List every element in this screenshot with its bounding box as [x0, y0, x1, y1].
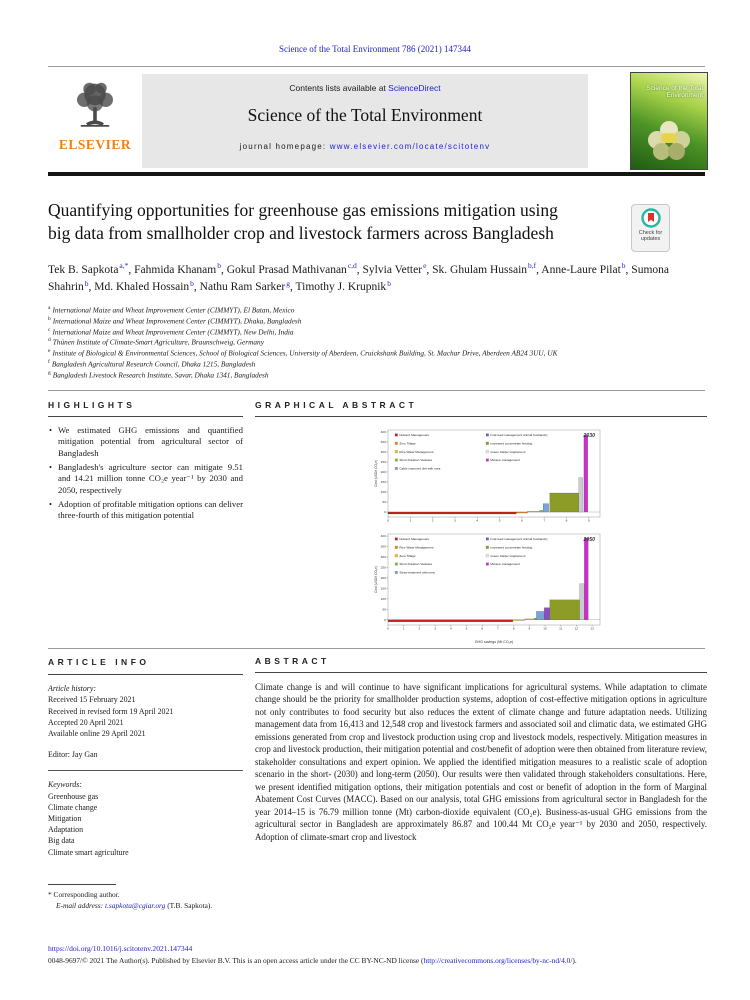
svg-text:6: 6 [481, 626, 484, 631]
contents-line [142, 83, 588, 93]
keyword: Mitigation [48, 814, 82, 824]
author: Anne-Laure Pilat$^b$ , [541, 264, 631, 276]
article-title-line2: big data from smallholder crop and livestock farmers across Bangladesh [48, 223, 554, 244]
svg-text:Zero Tillage: Zero Tillage [399, 441, 416, 446]
doi-link[interactable]: https://doi.org/10.1016/j.scitotenv.2021.147344 [48, 944, 193, 953]
macc-chart-2030 [373, 425, 707, 529]
svg-text:250: 250 [380, 460, 386, 465]
svg-text:Nutrient Management: Nutrient Management [399, 433, 430, 437]
svg-text:8: 8 [512, 626, 515, 631]
svg-text:3: 3 [434, 626, 436, 631]
svg-text:Improved management animal hus: Improved management animal husbandry [490, 433, 548, 437]
svg-text:4: 4 [449, 626, 452, 631]
svg-text:1: 1 [402, 626, 405, 631]
svg-text:6: 6 [521, 518, 523, 523]
homepage-link[interactable]: www.elsevier.com/locate/scitotenv [329, 142, 491, 151]
article-info-section [48, 656, 243, 868]
svg-text:8: 8 [565, 518, 568, 523]
keyword: Big data [48, 836, 75, 846]
contents-prefix: Contents lists available at [289, 83, 389, 93]
svg-text:150: 150 [380, 480, 386, 485]
license-link[interactable]: http://creativecommons.org/licenses/by-nc-nd/4.0/ [423, 956, 573, 965]
svg-text:Improved management animal hus: Improved management animal husbandry [490, 537, 548, 541]
highlight-item: • We estimated GHG emissions and quantified mitigation potential from agricultural sector of Bangladesh [48, 425, 243, 459]
article-history-label: Article history: [48, 684, 96, 694]
svg-text:5: 5 [498, 518, 501, 523]
svg-text:7: 7 [497, 626, 499, 631]
svg-text:50: 50 [382, 607, 386, 612]
abstract-heading: ABSTRACT [255, 656, 707, 673]
badge-text-line2: updates [640, 236, 661, 242]
affiliation: $^c$ International Maize and Wheat Improvement Center (CIMMYT), New Delhi, India [48, 326, 294, 336]
author-affil-sup[interactable]: c,d [347, 261, 357, 270]
author-affil-sup[interactable]: b,f [528, 261, 537, 270]
homepage-prefix: journal homepage: [239, 142, 330, 151]
svg-text:Nutrient Management: Nutrient Management [399, 537, 430, 541]
author-list [48, 261, 688, 296]
svg-text:13: 13 [590, 626, 594, 631]
svg-text:Increased concentrate feeding: Increased concentrate feeding [490, 545, 533, 550]
history-item: Accepted 20 April 2021 [48, 717, 124, 727]
highlights-list [48, 425, 243, 522]
keywords-label: Keywords: [48, 780, 82, 790]
author-affil-sup[interactable]: g [286, 278, 290, 288]
author: Md. Khaled Hossain$^b$ , [94, 281, 199, 293]
copyright-text: 0048-9697/© 2021 The Author(s). Published by Elsevier B.V. This is an open access article under the CC BY-NC-ND license ( [48, 956, 424, 965]
svg-text:Rice Water Management: Rice Water Management [399, 449, 434, 454]
svg-text:2: 2 [418, 626, 421, 631]
svg-text:Straw treatment with urea: Straw treatment with urea [399, 570, 435, 575]
badge-text-line1: Check for [638, 230, 663, 236]
keywords-block [48, 779, 243, 858]
svg-text:9: 9 [528, 626, 531, 631]
author: Tek B. Sapkota$^{a,*}$ , [48, 264, 134, 276]
svg-text:10: 10 [543, 626, 547, 631]
svg-text:1: 1 [409, 518, 412, 523]
journal-title: Science of the Total Environment [247, 105, 483, 125]
svg-text:Cost (USD/t CO₂e): Cost (USD/t CO₂e) [374, 566, 378, 593]
cover-flower-art [648, 121, 690, 161]
svg-text:250: 250 [380, 565, 386, 570]
author-affil-sup[interactable]: b [621, 261, 626, 270]
svg-text:50: 50 [382, 500, 386, 505]
svg-text:350: 350 [380, 440, 386, 445]
check-for-updates-badge[interactable] [631, 204, 670, 252]
journal-masthead [142, 74, 588, 168]
svg-text:0: 0 [384, 617, 386, 622]
corresponding-author-note: * Corresponding author. [48, 890, 120, 899]
svg-text:2050: 2050 [583, 537, 595, 543]
copyright-end: ). [572, 956, 577, 965]
svg-text:0: 0 [384, 510, 386, 515]
author: Sumona Shahrin$^b$ , [48, 264, 669, 294]
svg-text:400: 400 [380, 534, 386, 539]
svg-text:100: 100 [380, 490, 386, 495]
top-rule [48, 66, 705, 67]
author: Sk. Ghulam Hussain$^{b,f}$ , [432, 264, 541, 276]
cover-title: Science of the Total Environment [646, 85, 703, 100]
sciencedirect-link[interactable]: ScienceDirect [388, 83, 441, 93]
article-info-heading: ARTICLE INFO [48, 656, 243, 675]
affiliation: $^d$ Thünen Institute of Climate-Smart Agriculture, Braunschweig, Germany [48, 337, 264, 347]
svg-text:3: 3 [454, 518, 456, 523]
elsevier-wordmark: ELSEVIER [58, 137, 132, 152]
svg-text:100: 100 [380, 596, 386, 601]
svg-text:200: 200 [380, 470, 386, 475]
email-link[interactable]: t.sapkota@cgiar.org [105, 901, 166, 911]
svg-text:12: 12 [574, 626, 579, 631]
svg-text:7: 7 [543, 518, 546, 523]
svg-text:5: 5 [465, 626, 468, 631]
article-title-line1: Quantifying opportunities for greenhouse gas emissions mitigation using [48, 200, 558, 220]
svg-text:11: 11 [559, 626, 563, 631]
doi-line [48, 944, 192, 953]
info-divider [48, 770, 243, 771]
article-history [48, 683, 243, 739]
svg-text:Rice Water Management: Rice Water Management [399, 545, 434, 550]
svg-text:Manure management: Manure management [490, 562, 520, 567]
svg-text:200: 200 [380, 576, 386, 581]
keyword: Climate change [48, 802, 98, 812]
elsevier-tree-icon [68, 78, 122, 136]
abstract-text: Climate change is and will continue to have significant implications for agricultural systems. While adaptation to climate change should be the priority for smallholder production systems, adoption of cost-effective mitigation options in agriculture not only contributes to food security but also reduces the extent of climate change and future adaptation needs. Utilizing management data from 16,413 and 12,548 crop and livestock farmers and associated soil and climatic data, we estimated GHG emissions generated from crop and livestock production using crop and livestock models, respectively. Mitigation measures in crop and livestock production, their mitigation potential and cost/benefit of adoption were then obtained from literature review, stakeholder consultations and expert opinion. We applied the identified mitigation measures to a realistic scale of adoption scenario in the short- (2030) and long-term (2050). Our results were then validated through stakeholders consultations. Here, we present identified mitigation options, their mitigation potentials and cost or benefit of adoption in the form of Marginal Abatement Cost Curves (MACC). Based on our analysis, total GHG emissions from agricultural sector in Bangladesh for the year 2014–15 is 76.79 million tonne (Mt) carbon-dioxide equivalent (CO₂e). Business-as-usual GHG emissions from the agricultural sector in Bangladesh are approximately 86.87 and 100.44 Mt CO₂e year⁻¹ by 2030 and 2050, respectively. Adoption of climate-smart crop and livestock [255, 682, 707, 842]
svg-text:Green fodder supplement: Green fodder supplement [490, 449, 526, 454]
graphical-abstract-heading: GRAPHICAL ABSTRACT [255, 400, 707, 417]
history-item: Received 15 February 2021 [48, 695, 136, 705]
elsevier-logo-block [48, 74, 142, 168]
author-affil-sup[interactable]: e [423, 261, 427, 270]
macc-chart-2050 [373, 529, 707, 647]
author-affil-sup[interactable]: a,* [119, 261, 129, 270]
svg-text:300: 300 [380, 450, 386, 455]
author-affil-sup[interactable]: b [387, 278, 391, 288]
highlights-section [48, 400, 243, 525]
macc-charts [373, 425, 707, 647]
author: Gokul Prasad Mathivanan$^{c,d}$ , [227, 264, 363, 276]
svg-text:0: 0 [387, 626, 389, 631]
highlight-item: • Bangladesh's agriculture sector can mitigate 9.51 and 14.21 million tonne CO₂e year⁻¹ by 2030 and 2050, respectively [48, 462, 243, 496]
abstract-top-rule [48, 648, 705, 649]
crossmark-icon [641, 208, 661, 228]
journal-header-band [48, 74, 588, 168]
history-item: Available online 29 April 2021 [48, 728, 146, 738]
footnote-rule [48, 884, 116, 885]
journal-cover-thumbnail[interactable] [630, 72, 708, 170]
affiliation: $^a$ International Maize and Wheat Improvement Center (CIMMYT), El Batan, Mexico [48, 305, 295, 315]
highlights-heading: HIGHLIGHTS [48, 400, 243, 417]
svg-text:Manure management: Manure management [490, 458, 520, 463]
editor-line: Editor: Jay Gan [48, 750, 98, 760]
header-divider [48, 172, 705, 176]
author: Fahmida Khanam$^b$ , [134, 264, 227, 276]
email-suffix: (T.B. Sapkota). [167, 901, 213, 911]
author-affil-sup[interactable]: b [217, 261, 221, 270]
svg-text:4: 4 [476, 518, 479, 523]
keyword: Climate smart agriculture [48, 847, 129, 857]
svg-text:Cost (USD/t CO₂e): Cost (USD/t CO₂e) [374, 460, 378, 487]
keyword: Greenhouse gas [48, 791, 99, 801]
highlight-item: • Adoption of profitable mitigation options can deliver three-fourth of this mitigation potential [48, 499, 243, 522]
citation-line [0, 44, 750, 54]
svg-text:400: 400 [380, 430, 386, 435]
copyright-line [48, 956, 708, 965]
svg-text:150: 150 [380, 586, 386, 591]
article-title [48, 199, 608, 245]
homepage-line [142, 142, 588, 151]
footnote [48, 884, 348, 911]
affiliation: $^b$ International Maize and Wheat Improvement Center (CIMMYT), Dhaka, Bangladesh [48, 315, 302, 326]
svg-text:Cattle improved diet with urea: Cattle improved diet with urea [399, 466, 441, 471]
author-affil-sup[interactable]: b [84, 278, 89, 288]
citation-link[interactable]: Science of the Total Environment 786 (2021) 147344 [279, 44, 471, 54]
keyword: Adaptation [48, 825, 84, 835]
svg-text:2: 2 [431, 518, 434, 523]
affiliation: $^f$ Bangladesh Agricultural Research Council, Dhaka 1215, Bangladesh [48, 358, 256, 369]
affiliation: $^e$ Institute of Biological & Environmental Sciences, School of Biological Sciences, University of Aberdeen, Cruickshank Building, St. Machar Drive, Aberdeen AB24 3UU, UK [48, 348, 558, 358]
author: Sylvia Vetter$^e$ , [363, 264, 433, 276]
email-label: E-mail address: [56, 901, 104, 911]
svg-text:0: 0 [387, 518, 389, 523]
svg-text:300: 300 [380, 555, 386, 560]
graphical-abstract-section [255, 400, 707, 647]
svg-text:Green fodder supplement: Green fodder supplement [490, 553, 526, 558]
author-affil-sup[interactable]: b [190, 278, 194, 288]
svg-text:350: 350 [380, 544, 386, 549]
author: Nathu Ram Sarker$^g$ , [200, 281, 296, 293]
author: Timothy J. Krupnik$^b$ [295, 278, 391, 294]
affiliation: $^g$ Bangladesh Livestock Research Institute, Savar, Dhaka 1341, Bangladesh [48, 369, 269, 380]
history-item: Received in revised form 19 April 2021 [48, 706, 174, 716]
svg-text:9: 9 [587, 518, 590, 523]
email-line [48, 900, 348, 911]
svg-text:Short Duration Varieties: Short Duration Varieties [399, 458, 433, 463]
svg-text:2030: 2030 [583, 433, 595, 439]
highlights-top-rule [48, 390, 705, 391]
affiliation-list [48, 305, 708, 380]
svg-text:Zero Tillage: Zero Tillage [399, 553, 416, 558]
abstract-section [255, 656, 707, 843]
svg-text:Increased concentrate feeding: Increased concentrate feeding [490, 441, 533, 446]
svg-text:Short Duration Varieties: Short Duration Varieties [399, 562, 433, 567]
svg-text:GHG savings (Mt CO₂e): GHG savings (Mt CO₂e) [474, 640, 514, 644]
